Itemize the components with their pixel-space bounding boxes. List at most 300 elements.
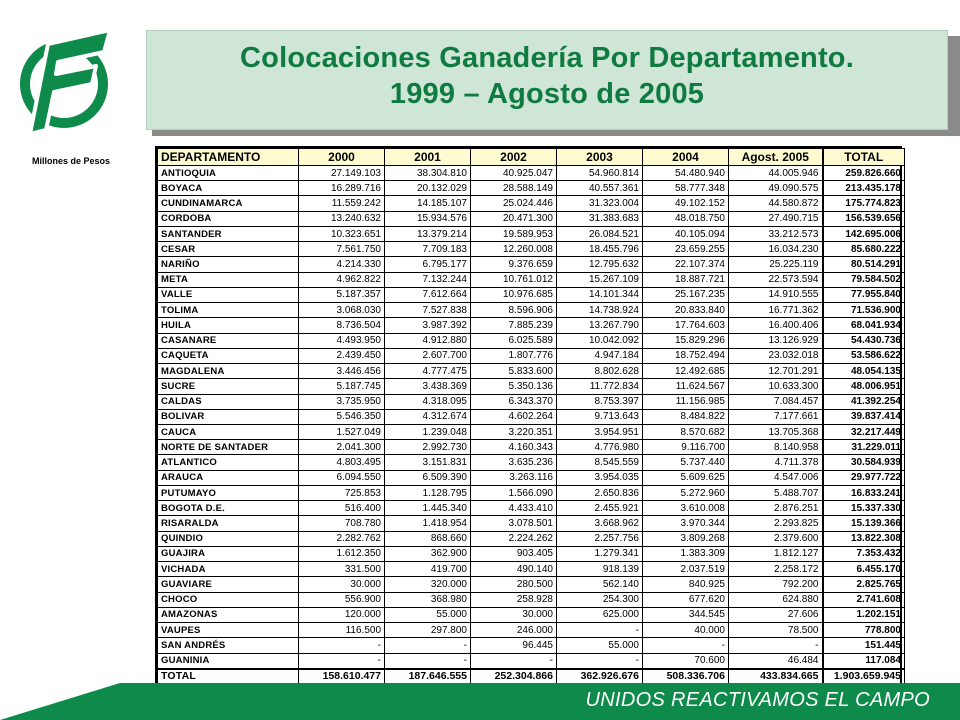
value-cell: 4.947.184	[557, 348, 643, 363]
value-cell: 3.446.456	[299, 364, 385, 379]
total-cell: 32.217.449	[823, 424, 905, 439]
value-cell: 40.105.094	[643, 226, 729, 241]
value-cell: 78.500	[729, 623, 823, 638]
value-cell: 1.612.350	[299, 546, 385, 561]
department-cell: TOTAL	[158, 669, 299, 685]
total-cell: 142.695.006	[823, 226, 905, 241]
value-cell: 1.445.340	[385, 501, 471, 516]
value-cell: 2.607.700	[385, 348, 471, 363]
value-cell: 516.400	[299, 501, 385, 516]
value-cell: 3.068.030	[299, 303, 385, 318]
value-cell: 331.500	[299, 562, 385, 577]
value-cell: 8.736.504	[299, 318, 385, 333]
department-cell: META	[158, 272, 299, 287]
value-cell: 556.900	[299, 592, 385, 607]
department-cell: NORTE DE SANTADER	[158, 440, 299, 455]
value-cell: 2.455.921	[557, 501, 643, 516]
value-cell: 840.925	[643, 577, 729, 592]
value-cell: 40.000	[643, 623, 729, 638]
value-cell: 3.954.951	[557, 424, 643, 439]
value-cell: 4.602.264	[471, 409, 557, 424]
total-cell: 68.041.934	[823, 318, 905, 333]
value-cell: 725.853	[299, 485, 385, 500]
value-cell: 4.962.822	[299, 272, 385, 287]
table-row	[158, 638, 905, 653]
value-cell: 2.282.762	[299, 531, 385, 546]
value-cell: -	[729, 638, 823, 653]
value-cell: 38.304.810	[385, 166, 471, 181]
value-cell: 1.418.954	[385, 516, 471, 531]
value-cell: 27.490.715	[729, 211, 823, 226]
value-cell: 8.140.958	[729, 440, 823, 455]
value-cell: 16.400.406	[729, 318, 823, 333]
value-cell: 16.034.230	[729, 242, 823, 257]
value-cell: 3.809.268	[643, 531, 729, 546]
value-cell: 246.000	[471, 623, 557, 638]
table-row	[158, 272, 905, 287]
value-cell: 5.737.440	[643, 455, 729, 470]
value-cell: 26.084.521	[557, 226, 643, 241]
table-row	[158, 409, 905, 424]
value-cell: 1.383.309	[643, 546, 729, 561]
value-cell: 4.312.674	[385, 409, 471, 424]
department-cell: BOYACA	[158, 181, 299, 196]
value-cell: 362.900	[385, 546, 471, 561]
column-header: TOTAL	[823, 149, 905, 166]
table-header-row	[158, 149, 905, 166]
value-cell: 4.777.475	[385, 364, 471, 379]
value-cell: 6.343.370	[471, 394, 557, 409]
value-cell: 7.084.457	[729, 394, 823, 409]
table-row	[158, 516, 905, 531]
table-body	[158, 166, 905, 685]
total-cell: 31.229.011	[823, 440, 905, 455]
table-row	[158, 287, 905, 302]
value-cell: 11.559.242	[299, 196, 385, 211]
page-title-line1: Colocaciones Ganadería Por Departamento.	[240, 42, 854, 74]
value-cell: 8.802.628	[557, 364, 643, 379]
footer-bar	[0, 683, 960, 720]
value-cell: 120.000	[299, 607, 385, 622]
value-cell: 17.764.603	[643, 318, 729, 333]
value-cell: 49.090.575	[729, 181, 823, 196]
value-cell: 9.376.659	[471, 257, 557, 272]
value-cell: -	[557, 623, 643, 638]
total-cell: 156.539.656	[823, 211, 905, 226]
value-cell: 10.633.300	[729, 379, 823, 394]
total-cell: 39.837.414	[823, 409, 905, 424]
table-row	[158, 379, 905, 394]
value-cell: 116.500	[299, 623, 385, 638]
total-cell: 53.586.622	[823, 348, 905, 363]
value-cell: 3.970.344	[643, 516, 729, 531]
department-cell: TOLIMA	[158, 303, 299, 318]
value-cell: 433.834.665	[729, 669, 823, 685]
department-cell: NARIÑO	[158, 257, 299, 272]
department-cell: RISARALDA	[158, 516, 299, 531]
value-cell: 419.700	[385, 562, 471, 577]
value-cell: -	[471, 653, 557, 669]
table-row	[158, 318, 905, 333]
value-cell: 15.267.109	[557, 272, 643, 287]
value-cell: 3.078.501	[471, 516, 557, 531]
total-cell: 2.825.765	[823, 577, 905, 592]
value-cell: 8.753.397	[557, 394, 643, 409]
total-cell: 29.977.722	[823, 470, 905, 485]
total-cell: 175.774.823	[823, 196, 905, 211]
value-cell: 11.624.567	[643, 379, 729, 394]
department-cell: VAUPES	[158, 623, 299, 638]
column-header: 2004	[643, 149, 729, 166]
department-cell: CAUCA	[158, 424, 299, 439]
value-cell: 624.880	[729, 592, 823, 607]
total-cell: 77.955.840	[823, 287, 905, 302]
total-cell: 778.800	[823, 623, 905, 638]
value-cell: 40.925.047	[471, 166, 557, 181]
value-cell: 28.588.149	[471, 181, 557, 196]
value-cell: 13.705.368	[729, 424, 823, 439]
value-cell: 1.566.090	[471, 485, 557, 500]
value-cell: 5.833.600	[471, 364, 557, 379]
table-row	[158, 607, 905, 622]
value-cell: 3.954.035	[557, 470, 643, 485]
department-cell: BOGOTA D.E.	[158, 501, 299, 516]
table-row	[158, 546, 905, 561]
value-cell: 11.772.834	[557, 379, 643, 394]
total-cell: 16.833.241	[823, 485, 905, 500]
department-cell: VALLE	[158, 287, 299, 302]
value-cell: 5.272.960	[643, 485, 729, 500]
department-cell: HUILA	[158, 318, 299, 333]
value-cell: 158.610.477	[299, 669, 385, 685]
value-cell: 15.934.576	[385, 211, 471, 226]
value-cell: 3.151.831	[385, 455, 471, 470]
value-cell: 297.800	[385, 623, 471, 638]
department-cell: SAN ANDRÉS	[158, 638, 299, 653]
value-cell: 8.484.822	[643, 409, 729, 424]
value-cell: 3.220.351	[471, 424, 557, 439]
department-cell: CASANARE	[158, 333, 299, 348]
total-cell: 54.430.736	[823, 333, 905, 348]
value-cell: 49.102.152	[643, 196, 729, 211]
column-header: DEPARTAMENTO	[158, 149, 299, 166]
value-cell: 7.612.664	[385, 287, 471, 302]
value-cell: 7.177.661	[729, 409, 823, 424]
table-row	[158, 394, 905, 409]
value-cell: 7.709.183	[385, 242, 471, 257]
value-cell: 8.570.682	[643, 424, 729, 439]
value-cell: 280.500	[471, 577, 557, 592]
department-cell: GUAJIRA	[158, 546, 299, 561]
value-cell: 344.545	[643, 607, 729, 622]
value-cell: 16.289.716	[299, 181, 385, 196]
value-cell: 96.445	[471, 638, 557, 653]
value-cell: 4.547.006	[729, 470, 823, 485]
value-cell: 14.101.344	[557, 287, 643, 302]
department-cell: MAGDALENA	[158, 364, 299, 379]
value-cell: 44.580.872	[729, 196, 823, 211]
table-row	[158, 531, 905, 546]
department-cell: PUTUMAYO	[158, 485, 299, 500]
value-cell: 3.668.962	[557, 516, 643, 531]
value-cell: 4.433.410	[471, 501, 557, 516]
value-cell: 22.573.594	[729, 272, 823, 287]
value-cell: 903.405	[471, 546, 557, 561]
table-row	[158, 257, 905, 272]
value-cell: 40.557.361	[557, 181, 643, 196]
total-cell: 30.584.939	[823, 455, 905, 470]
table-row	[158, 440, 905, 455]
department-cell: CHOCO	[158, 592, 299, 607]
department-cell: CORDOBA	[158, 211, 299, 226]
value-cell: 9.713.643	[557, 409, 643, 424]
value-cell: 11.156.985	[643, 394, 729, 409]
value-cell: 9.116.700	[643, 440, 729, 455]
table-row	[158, 211, 905, 226]
total-cell: 151.445	[823, 638, 905, 653]
total-cell: 1.903.659.945	[823, 669, 905, 685]
value-cell: 8.596.906	[471, 303, 557, 318]
data-table-container	[155, 146, 902, 687]
department-cell: BOLIVAR	[158, 409, 299, 424]
value-cell: 2.992.730	[385, 440, 471, 455]
value-cell: 48.018.750	[643, 211, 729, 226]
value-cell: 23.032.018	[729, 348, 823, 363]
value-cell: 5.488.707	[729, 485, 823, 500]
value-cell: 3.635.236	[471, 455, 557, 470]
value-cell: 677.620	[643, 592, 729, 607]
column-header: 2000	[299, 149, 385, 166]
footer-slogan: UNIDOS REACTIVAMOS EL CAMPO	[585, 689, 930, 711]
value-cell: 7.527.838	[385, 303, 471, 318]
total-cell: 85.680.222	[823, 242, 905, 257]
value-cell: 2.439.450	[299, 348, 385, 363]
value-cell: 1.128.795	[385, 485, 471, 500]
value-cell: 2.224.262	[471, 531, 557, 546]
value-cell: 10.042.092	[557, 333, 643, 348]
value-cell: 2.257.756	[557, 531, 643, 546]
total-cell: 117.084	[823, 653, 905, 669]
value-cell: 5.546.350	[299, 409, 385, 424]
department-cell: QUINDIO	[158, 531, 299, 546]
value-cell: 868.660	[385, 531, 471, 546]
value-cell: 18.455.796	[557, 242, 643, 257]
table-row	[158, 424, 905, 439]
value-cell: -	[643, 638, 729, 653]
value-cell: 31.323.004	[557, 196, 643, 211]
value-cell: 4.160.343	[471, 440, 557, 455]
value-cell: 508.336.706	[643, 669, 729, 685]
value-cell: 3.438.369	[385, 379, 471, 394]
title-box	[146, 30, 948, 130]
value-cell: 2.876.251	[729, 501, 823, 516]
value-cell: 6.509.390	[385, 470, 471, 485]
table-row	[158, 303, 905, 318]
value-cell: 320.000	[385, 577, 471, 592]
table-row	[158, 455, 905, 470]
total-cell: 80.514.291	[823, 257, 905, 272]
value-cell: 70.600	[643, 653, 729, 669]
value-cell: 12.795.632	[557, 257, 643, 272]
column-header: Agost. 2005	[729, 149, 823, 166]
value-cell: 18.887.721	[643, 272, 729, 287]
value-cell: 3.987.392	[385, 318, 471, 333]
total-cell: 48.054.135	[823, 364, 905, 379]
value-cell: 4.803.495	[299, 455, 385, 470]
department-cell: CESAR	[158, 242, 299, 257]
total-cell: 213.435.178	[823, 181, 905, 196]
table-row	[158, 196, 905, 211]
value-cell: 13.379.214	[385, 226, 471, 241]
value-cell: 2.293.825	[729, 516, 823, 531]
table-row	[158, 592, 905, 607]
department-cell: AMAZONAS	[158, 607, 299, 622]
value-cell: 3.610.008	[643, 501, 729, 516]
column-header: 2001	[385, 149, 471, 166]
table-row	[158, 333, 905, 348]
table-row	[158, 348, 905, 363]
value-cell: 25.167.235	[643, 287, 729, 302]
value-cell: 7.885.239	[471, 318, 557, 333]
value-cell: 490.140	[471, 562, 557, 577]
table-row	[158, 485, 905, 500]
value-cell: 368.980	[385, 592, 471, 607]
value-cell: 3.735.950	[299, 394, 385, 409]
value-cell: -	[385, 638, 471, 653]
department-cell: CUNDINAMARCA	[158, 196, 299, 211]
value-cell: 2.037.519	[643, 562, 729, 577]
value-cell: 30.000	[471, 607, 557, 622]
company-logo	[18, 22, 118, 142]
department-cell: ARAUCA	[158, 470, 299, 485]
value-cell: 254.300	[557, 592, 643, 607]
table-row	[158, 166, 905, 181]
page-title-line2: 1999 – Agosto de 2005	[389, 78, 705, 110]
value-cell: 25.024.446	[471, 196, 557, 211]
value-cell: 252.304.866	[471, 669, 557, 685]
value-cell: 4.318.095	[385, 394, 471, 409]
value-cell: 12.701.291	[729, 364, 823, 379]
value-cell: 14.185.107	[385, 196, 471, 211]
value-cell: 20.471.300	[471, 211, 557, 226]
value-cell: -	[299, 638, 385, 653]
value-cell: 46.484	[729, 653, 823, 669]
value-cell: 25.225.119	[729, 257, 823, 272]
value-cell: 258.928	[471, 592, 557, 607]
value-cell: 4.711.378	[729, 455, 823, 470]
column-header: 2002	[471, 149, 557, 166]
total-cell: 1.202.151	[823, 607, 905, 622]
table-row	[158, 470, 905, 485]
value-cell: 918.139	[557, 562, 643, 577]
department-cell: VICHADA	[158, 562, 299, 577]
value-cell: 19.589.953	[471, 226, 557, 241]
total-cell: 15.139.366	[823, 516, 905, 531]
value-cell: 8.545.559	[557, 455, 643, 470]
department-cell: CALDAS	[158, 394, 299, 409]
value-cell: 23.659.255	[643, 242, 729, 257]
value-cell: 10.761.012	[471, 272, 557, 287]
value-cell: 187.646.555	[385, 669, 471, 685]
value-cell: 1.807.776	[471, 348, 557, 363]
value-cell: 4.912.880	[385, 333, 471, 348]
table-row	[158, 623, 905, 638]
value-cell: 44.005.946	[729, 166, 823, 181]
table-row	[158, 501, 905, 516]
total-cell: 259.826.660	[823, 166, 905, 181]
value-cell: 14.910.555	[729, 287, 823, 302]
units-label: Millones de Pesos	[31, 156, 111, 166]
value-cell: 5.187.357	[299, 287, 385, 302]
value-cell: 792.200	[729, 577, 823, 592]
department-cell: CAQUETA	[158, 348, 299, 363]
value-cell: 4.776.980	[557, 440, 643, 455]
table-row	[158, 653, 905, 669]
value-cell: 22.107.374	[643, 257, 729, 272]
value-cell: -	[557, 653, 643, 669]
value-cell: 58.777.348	[643, 181, 729, 196]
table-row	[158, 577, 905, 592]
total-cell: 79.584.502	[823, 272, 905, 287]
value-cell: 10.323.651	[299, 226, 385, 241]
value-cell: 20.833.840	[643, 303, 729, 318]
value-cell: 4.214.330	[299, 257, 385, 272]
department-cell: ANTIOQUIA	[158, 166, 299, 181]
value-cell: 10.976.685	[471, 287, 557, 302]
value-cell: 1.812.127	[729, 546, 823, 561]
value-cell: 30.000	[299, 577, 385, 592]
value-cell: 55.000	[557, 638, 643, 653]
total-cell: 13.822.308	[823, 531, 905, 546]
value-cell: -	[299, 653, 385, 669]
column-header: 2003	[557, 149, 643, 166]
total-cell: 6.455.170	[823, 562, 905, 577]
total-cell: 7.353.432	[823, 546, 905, 561]
value-cell: 13.126.929	[729, 333, 823, 348]
value-cell: 708.780	[299, 516, 385, 531]
value-cell: 33.212.573	[729, 226, 823, 241]
table-row	[158, 562, 905, 577]
value-cell: 6.025.589	[471, 333, 557, 348]
value-cell: 31.383.683	[557, 211, 643, 226]
department-cell: ATLANTICO	[158, 455, 299, 470]
footer-slant	[0, 683, 120, 720]
value-cell: 15.829.296	[643, 333, 729, 348]
value-cell: 1.527.049	[299, 424, 385, 439]
value-cell: 3.263.116	[471, 470, 557, 485]
value-cell: 54.960.814	[557, 166, 643, 181]
value-cell: 2.379.600	[729, 531, 823, 546]
value-cell: 16.771.362	[729, 303, 823, 318]
data-table	[157, 148, 905, 685]
department-cell: GUAVIARE	[158, 577, 299, 592]
value-cell: 5.187.745	[299, 379, 385, 394]
total-cell: 71.536.900	[823, 303, 905, 318]
table-row	[158, 226, 905, 241]
value-cell: 13.240.632	[299, 211, 385, 226]
value-cell: 6.094.550	[299, 470, 385, 485]
value-cell: 12.492.685	[643, 364, 729, 379]
value-cell: 14.738.924	[557, 303, 643, 318]
value-cell: 5.609.625	[643, 470, 729, 485]
value-cell: 2.041.300	[299, 440, 385, 455]
value-cell: 1.239.048	[385, 424, 471, 439]
value-cell: 27.606	[729, 607, 823, 622]
department-cell: SANTANDER	[158, 226, 299, 241]
value-cell: 20.132.029	[385, 181, 471, 196]
total-cell: 48.006.951	[823, 379, 905, 394]
department-cell: SUCRE	[158, 379, 299, 394]
